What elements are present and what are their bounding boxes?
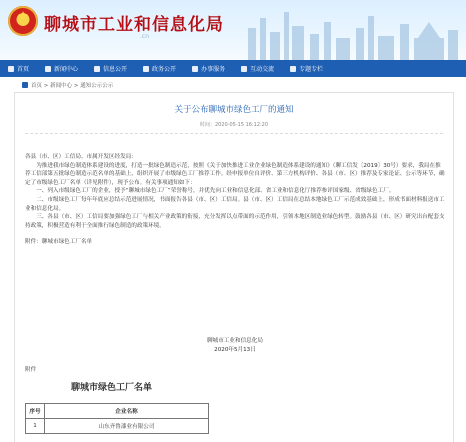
paragraph-2: 一、列入市级绿色工厂的企业，授予“聊城市绿色工厂”荣誉称号，并优先向工业和信息化部、省工业和信息化厅推荐参评国家级、省级绿色工厂。 xyxy=(36,188,395,195)
row-no: 1 xyxy=(26,419,45,434)
nav-service[interactable]: 办事服务 xyxy=(184,60,233,77)
header-no: 序号 xyxy=(26,404,45,419)
home-icon xyxy=(8,66,14,72)
list-title: 聊城市绿色工厂名单 xyxy=(71,383,153,393)
salutation: 各县（市、区）工信局、市属开发区经发局： xyxy=(25,154,137,160)
paragraph-1: 为推进我市绿色制造体系建设的进度，打造一批绿色制造示范，按照《关于加快推进工业企业绿色制造体系建设的通知》（聊工信发〔2019〕30号）要求，我局在推荐工信部第五批绿色制造示范名单的基础上，组织开展了市级绿色工厂推荐工作。经申报单位自评价、第三方机构评价、各县（市、区）推荐及专家论证、公示等环节，确定了市级绿色工厂名单（详见附件），现予公布。有关事项通知如下： xyxy=(25,162,445,186)
header-banner xyxy=(0,0,466,60)
sign-org: 聊城市工业和信息化局 xyxy=(207,338,263,344)
nav-home[interactable]: 首页 xyxy=(0,60,37,77)
domain-mark: .cn xyxy=(140,33,150,40)
factory-table xyxy=(25,403,209,434)
attachment-label: 附件 xyxy=(25,367,37,373)
table-header-row xyxy=(26,404,209,419)
paragraph-4: 三、各县（市、区）工信局要加强绿色工厂与相关产业政策的衔接，充分发挥以点带面的示范作用，引领本地区制造业绿色转型。鼓励各县（市、区）研究出台配套支持政策，积极营造有利于全面推行绿色制造的政策环境。 xyxy=(25,214,445,229)
table-row xyxy=(26,419,209,434)
city-skyline-icon xyxy=(240,8,466,60)
article-panel xyxy=(14,92,454,442)
main-nav xyxy=(0,60,466,77)
info-icon xyxy=(94,66,100,72)
signature-block xyxy=(165,337,305,355)
row-company: 山东齐鲁漆业有限公司 xyxy=(45,419,209,434)
national-emblem-icon xyxy=(8,6,38,36)
service-icon xyxy=(192,66,198,72)
gov-icon xyxy=(143,66,149,72)
nav-interact[interactable]: 互动交流 xyxy=(233,60,282,77)
sign-date: 2020年5月13日 xyxy=(214,347,256,353)
breadcrumb xyxy=(22,81,113,89)
nav-news[interactable]: 新闻中心 xyxy=(37,60,86,77)
site-title[interactable]: 聊城市工业和信息化局 xyxy=(44,15,224,35)
article-meta: 时间：2020-05-15 16:12:20 xyxy=(199,122,269,128)
attachment-note: 附件：聊城市绿色工厂名单 xyxy=(25,239,93,246)
news-icon xyxy=(45,66,51,72)
article-body xyxy=(25,153,445,247)
nav-info[interactable]: 信息公开 xyxy=(86,60,135,77)
breadcrumb-text[interactable]: 首页 > 新闻中心 > 通知公示公示 xyxy=(31,83,114,89)
divider xyxy=(25,133,443,134)
article-title: 关于公布聊城市绿色工厂的通知 xyxy=(174,105,294,115)
paragraph-3: 二、市级绿色工厂每年年底应总结示范进展情况，书面报告各县（市、区）工信局。县（市、区）工信局在总结本地绿色工厂示范成效基础上，形成书面材料报送市工业和信息化局。 xyxy=(25,196,445,212)
location-icon xyxy=(22,82,28,88)
nav-topic[interactable]: 专题专栏 xyxy=(282,60,331,77)
topic-icon xyxy=(290,66,296,72)
chat-icon xyxy=(241,66,247,72)
header-company: 企业名称 xyxy=(45,404,209,419)
nav-gov[interactable]: 政务公开 xyxy=(135,60,184,77)
